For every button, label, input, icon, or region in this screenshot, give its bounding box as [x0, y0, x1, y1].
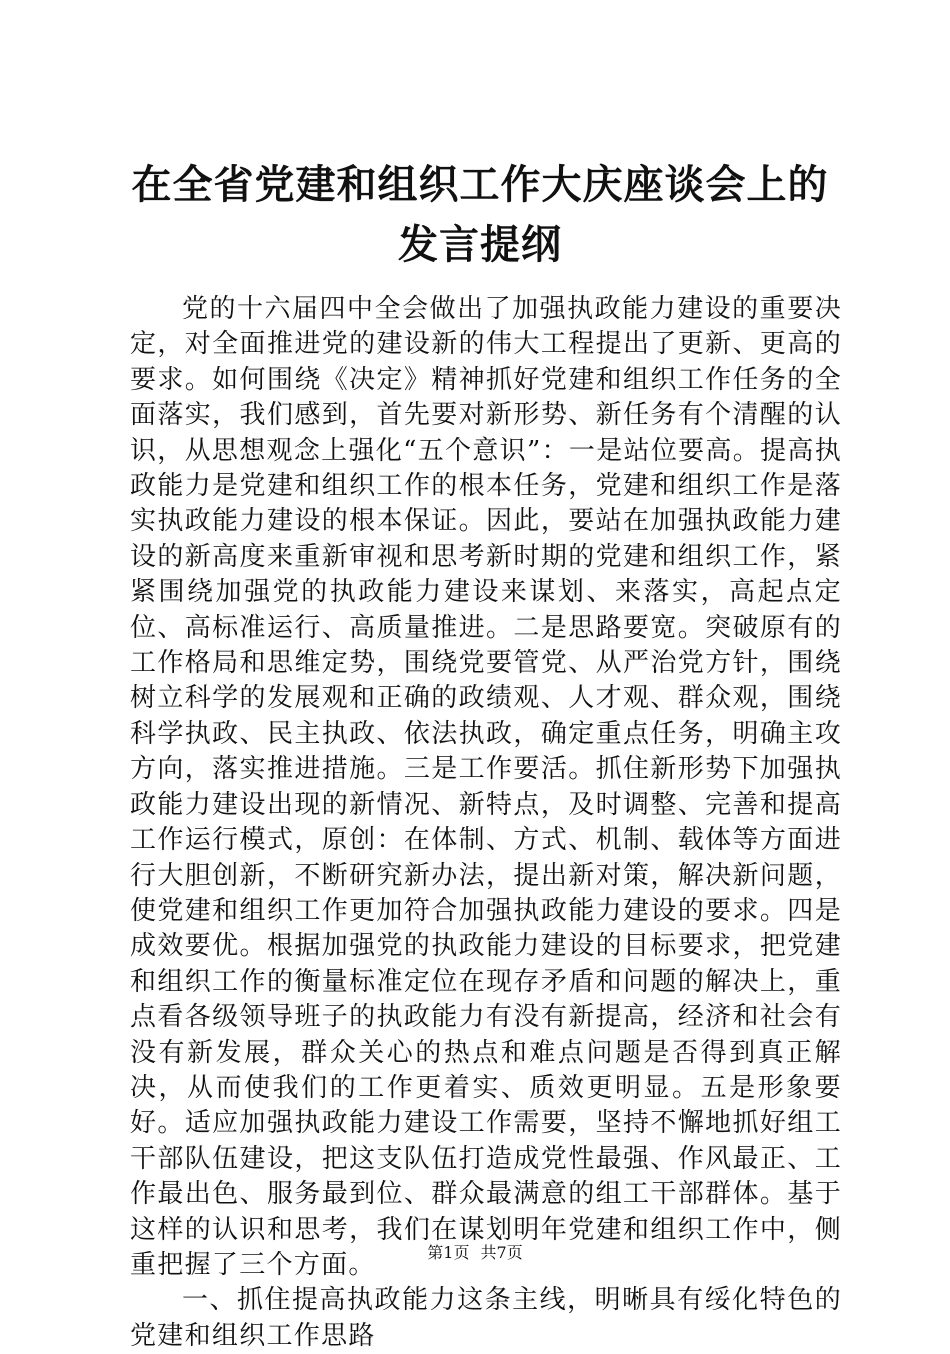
body-paragraph: 党的十六届四中全会做出了加强执政能力建设的重要决定，对全面推进党的建设新的伟大工程提出了更新、更高的要求。如何围绕《决定》精神抓好党建和组织工作任务的全面落实，我们感到，首先要对新形势、新任务有个清醒的认识，从思想观念上强化“五个意识”：一是站位要高。提高执政能力是党建和组织工作的根本任务，党建和组织工作是落实执政能力建设的根本保证。因此，要站在加强执政能力建设的新高度来重新审视和思考新时期的党建和组织工作，紧紧围绕加强党的执政能力建设来谋划、来落实，高起点定位、高标准运行、高质量推进。二是思路要宽。突破原有的工作格局和思维定势，围绕党要管党、从严治党方针，围绕树立科学的发展观和正确的政绩观、人才观、群众观，围绕科学执政、民主执政、依法执政，确定重点任务，明确主攻方向，落实推进措施。三是工作要活。抓住新形势下加强执政能力建设出现的新情况、新特点，及时调整、完善和提高工作运行模式，原创：在体制、方式、机制、载体等方面进行大胆创新，不断研究新办法，提出新对策，解决新问题，使党建和组织工作更加符合加强执政能力建设的要求。四是成效要优。根据加强党的执政能力建设的目标要求，把党建和组织工作的衡量标准定位在现存矛盾和问题的解决上，重点看各级领导班子的执政能力有没有新提高，经济和社会有没有新发展，群众关心的热点和难点问题是否得到真正解决，从而使我们的工作更着实、质效更明显。五是形象要好。适应加强执政能力建设工作需要，坚持不懈地抓好组工干部队伍建设，把这支队伍打造成党性最强、作风最正、工作最出色、服务最到位、群众最满意的组工干部群体。基于这样的认识和思考，我们在谋划明年党建和组织工作中，侧重把握了三个方面。 [130, 294, 842, 1280]
page-total: 共7页 [480, 1243, 523, 1262]
body-paragraph: 一、抓住提高执政能力这条主线，明晰具有绥化特色的党建和组织工作思路 [130, 1285, 842, 1351]
document-body [130, 292, 842, 1354]
page-number: 第1页 [427, 1243, 470, 1262]
page-footer [0, 1243, 950, 1263]
document-title: 在全省党建和组织工作大庆座谈会上的发言提纲 [131, 161, 829, 268]
